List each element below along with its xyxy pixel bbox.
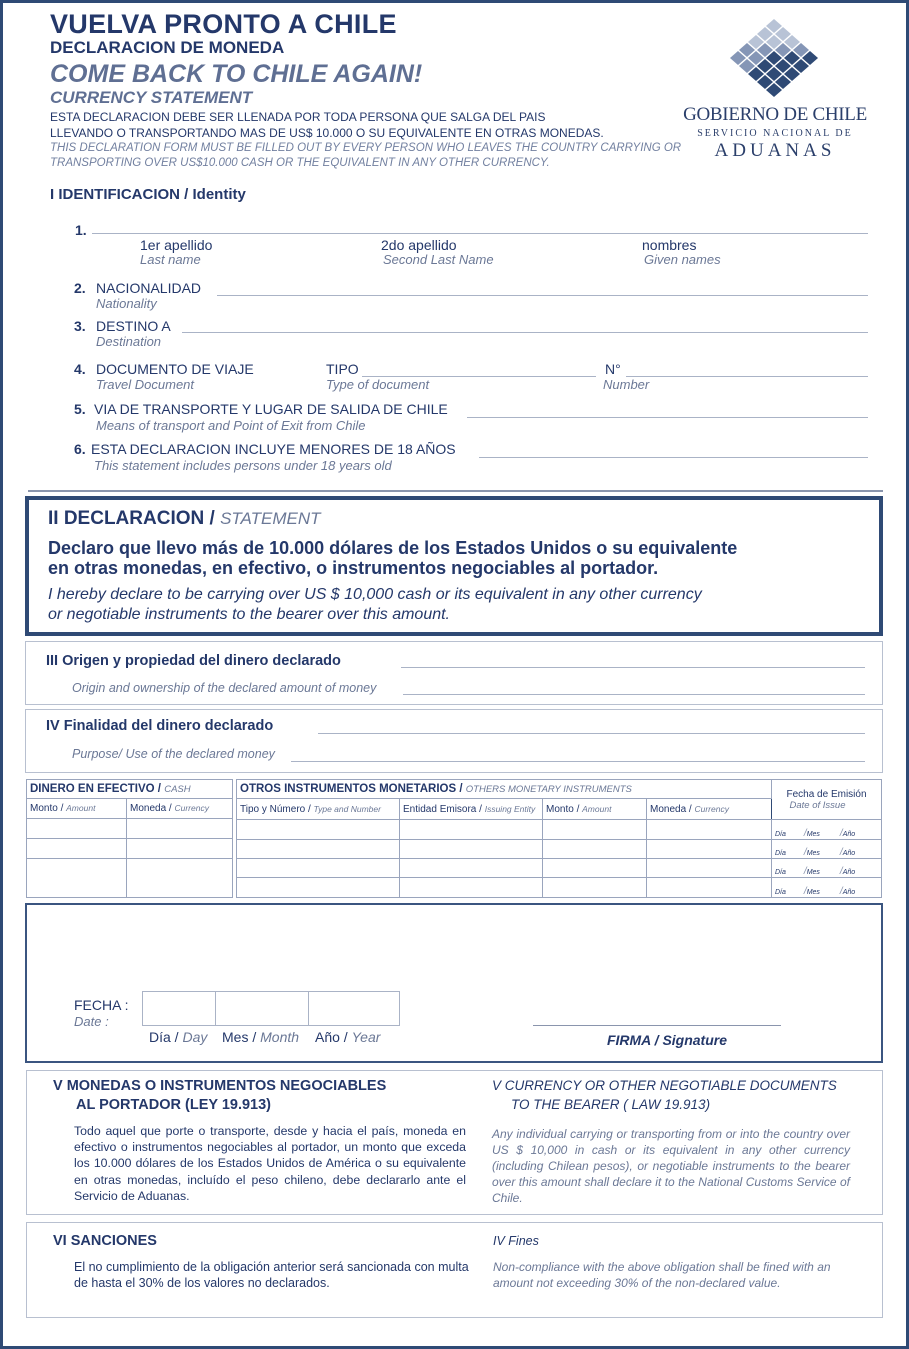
given-names-sub: Given names	[644, 252, 721, 267]
purpose-input-2[interactable]	[291, 761, 865, 762]
section6-body-en: Non-compliance with the above obligation shall be fined with an amount not exceeding 30% of the non-declared value.	[493, 1260, 831, 1290]
issue-month-label: Mes	[806, 869, 820, 877]
issue-date-cell[interactable]	[772, 820, 882, 839]
origin-input-2[interactable]	[403, 694, 865, 695]
form-title-es: VUELVA PRONTO A CHILE	[50, 9, 397, 39]
field5-number: 5.	[74, 401, 86, 417]
field3-number: 3.	[74, 318, 86, 334]
issue-day-label: Día	[775, 849, 786, 857]
origin-input-1[interactable]	[401, 667, 865, 668]
instr-amount-cell[interactable]	[543, 839, 647, 858]
section2-title-en: STATEMENT	[220, 509, 321, 528]
transport-label: VIA DE TRANSPORTE Y LUGAR DE SALIDA DE CHILE	[94, 401, 448, 417]
date-slash: /	[803, 827, 807, 839]
instruments-title-es: OTROS INSTRUMENTOS MONETARIOS /	[240, 783, 463, 796]
date-label-es: FECHA :	[74, 997, 129, 1013]
logo-servicio: SERVICIO NACIONAL DE	[697, 128, 853, 139]
instruments-title-en: OTHERS MONETARY INSTRUMENTS	[465, 784, 632, 796]
instr-col-amount-en: Amount	[582, 803, 612, 814]
section6-title-en: IV Fines	[493, 1234, 539, 1248]
section2-title-es: II DECLARACION /	[48, 508, 215, 529]
instr-col-entity-en: Issuing Entity	[484, 803, 536, 814]
travel-document-sub: Travel Document	[96, 377, 195, 392]
instrument-row	[237, 839, 882, 858]
purpose-input-1[interactable]	[318, 733, 865, 734]
instrument-row	[237, 820, 882, 839]
field4-number: 4.	[74, 361, 86, 377]
minors-input[interactable]	[479, 457, 868, 458]
instr-amount-cell[interactable]	[543, 858, 647, 877]
given-names-label: nombres	[642, 237, 697, 253]
instr-entity-cell[interactable]	[400, 878, 543, 898]
doc-type-label: TIPO	[326, 361, 359, 377]
instr-col-amount-es: Monto /	[546, 803, 580, 815]
month-caption-es: Mes /	[222, 1029, 257, 1045]
nationality-sub: Nationality	[96, 296, 157, 311]
instrument-row	[237, 858, 882, 877]
issue-date-en: Date of Issue	[789, 799, 846, 811]
issue-year-label: Año	[842, 830, 856, 838]
issue-month-label: Mes	[806, 830, 820, 838]
instr-currency-cell[interactable]	[647, 878, 772, 898]
doc-number-input[interactable]	[626, 376, 868, 377]
instr-col-currency	[647, 799, 772, 820]
instr-type-cell[interactable]	[237, 839, 400, 858]
section5-title-es-1: V MONEDAS O INSTRUMENTOS NEGOCIABLES	[53, 1078, 387, 1094]
instr-type-cell[interactable]	[237, 878, 400, 898]
field1-number: 1.	[75, 222, 87, 238]
declaration-es-line1: Declaro que llevo más de 10.000 dólares de los Estados Unidos o su equivalente	[48, 538, 738, 558]
section5-title-es-2: AL PORTADOR (LEY 19.913)	[76, 1097, 271, 1113]
cash-col-currency-en: Currency	[174, 803, 209, 813]
signature-label: FIRMA / Signature	[606, 1032, 728, 1048]
instr-currency-cell[interactable]	[647, 839, 772, 858]
cash-col-amount-en: Amount	[66, 803, 96, 813]
second-last-name-label: 2do apellido	[381, 237, 457, 253]
nationality-label: NACIONALIDAD	[96, 280, 202, 296]
section6-title-es: VI SANCIONES	[53, 1233, 157, 1249]
issue-date-cell[interactable]	[772, 839, 882, 858]
year-caption-es: Año /	[315, 1029, 348, 1045]
instr-type-cell[interactable]	[237, 820, 400, 839]
date-slash: /	[803, 866, 807, 878]
instr-type-cell[interactable]	[237, 858, 400, 877]
transport-input[interactable]	[467, 417, 868, 418]
instr-amount-cell[interactable]	[543, 878, 647, 898]
second-last-name-sub: Second Last Name	[383, 252, 494, 267]
cash-currency-cell[interactable]	[127, 859, 233, 898]
section4-sub: Purpose/ Use of the declared money	[72, 747, 275, 761]
section3-box	[25, 641, 883, 705]
cash-amount-cell[interactable]	[27, 819, 127, 839]
issue-date-es: Fecha de Emisión	[786, 788, 867, 800]
cash-title-en: CASH	[164, 784, 191, 795]
name-input-line[interactable]	[92, 233, 868, 234]
day-caption-es: Día /	[149, 1029, 179, 1045]
section3-sub: Origin and ownership of the declared amount of money	[72, 681, 377, 695]
section5-title-en-1: V CURRENCY OR OTHER NEGOTIABLE DOCUMENTS	[492, 1078, 837, 1093]
instr-entity-cell[interactable]	[400, 839, 543, 858]
issue-year-label: Año	[842, 849, 856, 857]
year-caption	[315, 1029, 380, 1045]
date-day-input[interactable]	[142, 991, 216, 1026]
section3-title: III Origen y propiedad del dinero declarado	[46, 653, 341, 669]
cash-table-title	[27, 780, 233, 799]
issue-day-label: Día	[775, 889, 786, 896]
declaration-es-line2: en otras monedas, en efectivo, o instrumentos negociables al portador.	[48, 558, 659, 578]
date-slash: /	[803, 886, 807, 897]
issue-date-cell[interactable]	[772, 878, 882, 898]
destination-label: DESTINO A	[96, 318, 171, 334]
declaration-en-line2: or negotiable instruments to the bearer over this amount.	[48, 606, 450, 623]
section-divider	[28, 490, 883, 492]
cash-currency-cell[interactable]	[127, 819, 233, 839]
travel-document-label: DOCUMENTO DE VIAJE	[96, 361, 254, 377]
notice-es-line1: ESTA DECLARACION DEBE SER LLENADA POR TODA PERSONA QUE SALGA DEL PAIS	[50, 110, 546, 124]
notice-en-line1: THIS DECLARATION FORM MUST BE FILLED OUT BY EVERY PERSON WHO LEAVES THE COUNTRY CARRYING OR	[50, 142, 682, 154]
section2-declaration-box	[25, 496, 883, 636]
instruments-table	[236, 779, 882, 898]
nationality-input[interactable]	[217, 295, 868, 296]
instr-entity-cell[interactable]	[400, 858, 543, 877]
date-month-input[interactable]	[215, 991, 309, 1026]
date-slash: /	[803, 846, 807, 858]
issue-date-cell[interactable]	[772, 858, 882, 877]
month-caption	[222, 1029, 299, 1045]
issue-year-label: Año	[842, 869, 856, 877]
section6-body-es: El no cumplimiento de la obligación anterior será sancionada con multa de hasta el 30% de los valores no declarados.	[74, 1260, 469, 1290]
issue-month-label: Mes	[806, 849, 820, 857]
issue-year-label: Año	[842, 889, 856, 896]
destination-input[interactable]	[182, 332, 868, 333]
month-caption-en: Month	[260, 1029, 300, 1045]
date-slash: /	[839, 866, 843, 878]
cash-table	[26, 779, 233, 898]
cash-amount-cell[interactable]	[27, 859, 127, 898]
signature-input-line[interactable]	[533, 1025, 781, 1026]
doc-number-sub: Number	[603, 377, 650, 392]
logo-aduanas: ADUANAS	[714, 140, 836, 161]
year-caption-en: Year	[351, 1029, 381, 1045]
instr-col-entity	[400, 799, 543, 820]
section5-body-es: Todo aquel que porte o transporte, desde y hacia el país, moneda en efectivo o instrumentos negociables al portador, un monto que exceda los 10.000 dólares de los Estados Unidos de América o su equivalente en otras monedas, incluído el peso chileno, debe declararlo ante el Servicio de Aduanas.	[74, 1124, 466, 1203]
notice-en-line2: TRANSPORTING OVER US$10.000 CASH OR THE EQUIVALENT IN ANY OTHER CURRENCY.	[50, 157, 550, 169]
instr-col-type-es: Tipo y Número /	[240, 803, 311, 815]
instr-entity-cell[interactable]	[400, 820, 543, 839]
form-title-en: COME BACK TO CHILE AGAIN!	[50, 60, 423, 88]
cash-col-currency	[127, 799, 233, 819]
instr-col-currency-en: Currency	[694, 803, 729, 814]
cash-col-amount-es: Monto /	[30, 803, 64, 814]
date-year-input[interactable]	[308, 991, 400, 1026]
issue-month-label: Mes	[806, 889, 820, 896]
issue-day-label: Día	[775, 869, 786, 877]
notice-es-line2: LLEVANDO O TRANSPORTANDO MAS DE US$ 10.000 O SU EQUIVALENTE EN OTRAS MONEDAS.	[50, 126, 604, 140]
instruments-table-title	[237, 780, 772, 799]
date-label-en: Date :	[74, 1014, 109, 1029]
date-slash: /	[839, 846, 843, 858]
form-subtitle-en: CURRENCY STATEMENT	[50, 88, 253, 107]
instr-col-entity-es: Entidad Emisora /	[403, 803, 482, 815]
instr-col-amount	[543, 799, 647, 820]
form-subtitle-es: DECLARACION DE MONEDA	[50, 38, 285, 57]
section2-title	[48, 508, 321, 530]
customs-cubes-logo-icon	[728, 18, 820, 98]
instr-amount-cell[interactable]	[543, 820, 647, 839]
field2-number: 2.	[74, 280, 86, 296]
transport-sub: Means of transport and Point of Exit from Chile	[96, 418, 366, 433]
cash-col-currency-es: Moneda /	[130, 803, 172, 814]
doc-type-sub: Type of document	[326, 377, 430, 392]
section4-title: IV Finalidad del dinero declarado	[46, 718, 274, 734]
instr-col-type-en: Type and Number	[313, 803, 381, 814]
section5-title-en-2: TO THE BEARER ( LAW 19.913)	[511, 1097, 711, 1112]
cash-currency-cell[interactable]	[127, 839, 233, 859]
cash-col-amount	[27, 799, 127, 819]
issue-date-header	[772, 780, 882, 820]
logo-gobierno: GOBIERNO DE CHILE	[683, 104, 867, 125]
destination-sub: Destination	[96, 334, 162, 349]
last-name-label: 1er apellido	[140, 237, 213, 253]
cash-title-es: DINERO EN EFECTIVO /	[30, 783, 161, 795]
instr-currency-cell[interactable]	[647, 820, 772, 839]
instr-currency-cell[interactable]	[647, 858, 772, 877]
doc-number-label: N°	[605, 361, 621, 377]
day-caption-en: Day	[182, 1029, 208, 1045]
instr-col-currency-es: Moneda /	[650, 803, 692, 815]
minors-sub: This statement includes persons under 18 years old	[94, 458, 392, 473]
instrument-row	[237, 878, 882, 898]
date-slash: /	[839, 827, 843, 839]
section1-title: I IDENTIFICACION / Identity	[50, 186, 246, 203]
minors-label: ESTA DECLARACION INCLUYE MENORES DE 18 AÑOS	[91, 441, 456, 457]
cash-amount-cell[interactable]	[27, 839, 127, 859]
issue-day-label: Día	[775, 830, 786, 838]
section5-body-en: Any individual carrying or transporting from or into the country over US $ 10,000 in cash or its equivalent in any other currency (including Chilean pesos), or negotiable instruments to the bearer over this amount shall declare it to the National Customs Service of Chile.	[492, 1127, 850, 1205]
field6-number: 6.	[74, 441, 86, 457]
last-name-sub: Last name	[140, 252, 201, 267]
day-caption	[149, 1029, 207, 1045]
declaration-en-line1: I hereby declare to be carrying over US $ 10,000 cash or its equivalent in any other currency	[48, 586, 702, 603]
date-slash: /	[839, 886, 843, 897]
instr-col-type	[237, 799, 400, 820]
